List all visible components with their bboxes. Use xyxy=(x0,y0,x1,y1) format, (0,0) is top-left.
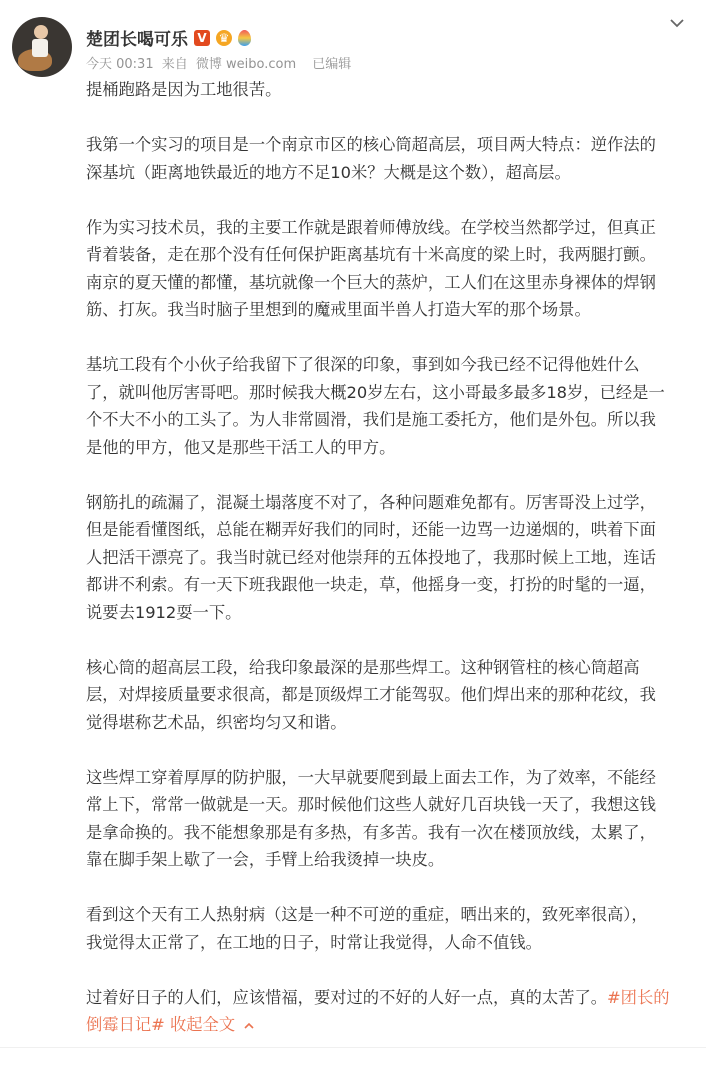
paragraph xyxy=(86,214,670,324)
text-line: 个不大不小的工头了。为人非常圆滑，我们是施工委托方，他们是外包。所以我 xyxy=(86,410,656,429)
avatar-body-shape xyxy=(32,39,48,57)
text-line: 南京的夏天懂的都懂，基坑就像一个巨大的蒸炉，工人们在这里赤身裸体的焊钢 xyxy=(86,272,656,292)
avatar-head-shape xyxy=(34,25,48,39)
divider xyxy=(0,1047,706,1048)
text-line: 都讲不利索。有一天下班我跟他一块走，草，他摇身一变，打扮的时髦的一逼， xyxy=(86,575,656,594)
author-name[interactable]: 楚团长喝可乐 xyxy=(86,30,188,50)
text-line: 但是能看懂图纸，总能在糊弄好我们的同时，还能一边骂一边递烟的，哄着下面 xyxy=(86,520,656,539)
balloon-icon[interactable] xyxy=(238,30,251,46)
text-line: 层，对焊接质量要求很高，都是顶级焊工才能驾驭。他们焊出来的那种花纹，我 xyxy=(86,685,656,704)
text-line: 靠在脚手架上歇了一会，手臂上给我烫掉一块皮。 xyxy=(86,850,445,869)
paragraph-last xyxy=(86,984,670,1039)
collapse-full-text-link[interactable]: 收起全文 xyxy=(169,1015,236,1034)
text-line: 核心筒的超高层工段，给我印象最深的是那些焊工。这种钢管柱的核心筒超高 xyxy=(86,657,640,677)
author-row xyxy=(86,25,251,50)
chevron-up-icon[interactable] xyxy=(243,1021,255,1031)
text-line: 基坑工段有个小伙子给我留下了很深的印象，事到如今我已经不记得他姓什么 xyxy=(86,355,640,374)
paragraph xyxy=(86,901,670,956)
paragraph xyxy=(86,654,670,737)
verified-v-icon[interactable]: V xyxy=(194,30,210,46)
paragraph xyxy=(86,351,670,461)
text-line: 常上下，常常一做就是一天。那时候他们这些人就好几百块钱一天了，我想这钱 xyxy=(86,795,656,814)
source-prefix: 来自 xyxy=(161,57,188,72)
text-line: 这些焊工穿着厚厚的防护服，一大早就要爬到最上面去工作，为了效率，不能经 xyxy=(86,767,656,787)
text-line: 人把活干漂亮了。我当时就已经对他崇拜的五体投地了，我那时候上工地，连话 xyxy=(86,547,656,567)
post-content xyxy=(86,76,670,1066)
paragraph xyxy=(86,764,670,874)
chevron-down-icon[interactable] xyxy=(668,14,686,32)
hashtag-link[interactable]: #团长的 xyxy=(607,987,670,1007)
paragraph xyxy=(86,131,670,186)
text-line: 我第一个实习的项目是一个南京市区的核心筒超高层，项目两大特点：逆作法的 xyxy=(86,135,656,154)
text-line: 作为实习技术员，我的主要工作就是跟着师傅放线。在学校当然都学过，但真正 xyxy=(86,217,656,237)
text-line: 看到这个天有工人热射病（这是一种不可逆的重症，晒出来的，致死率很高）， xyxy=(86,905,648,924)
avatar[interactable] xyxy=(12,17,72,77)
text-line: 筋、打灰。我当时脑子里想到的魔戒里面半兽人打造大军的那个场景。 xyxy=(86,300,591,319)
text-line: 钢筋扎的疏漏了，混凝土塌落度不对了，各种问题难免都有。厉害哥没上过学， xyxy=(86,492,656,512)
text-line: 深基坑（距离地铁最近的地方不足10米？大概是这个数），超高层。 xyxy=(86,162,571,182)
edited-label[interactable]: 已编辑 xyxy=(312,57,352,72)
text-line: 觉得堪称艺术品，织密均匀又和谐。 xyxy=(86,712,347,732)
post-source: 微博 weibo.com xyxy=(195,57,297,72)
post-time[interactable]: 今天 00:31 xyxy=(86,57,154,72)
text-line: 提桶跑路是因为工地很苦。 xyxy=(86,80,282,99)
crown-member-icon[interactable]: ♛ xyxy=(216,30,232,46)
hashtag-link-cont[interactable]: 倒霉日记# xyxy=(86,1015,165,1034)
post-meta xyxy=(86,53,355,72)
text-line xyxy=(86,1011,670,1039)
paragraph xyxy=(86,489,670,627)
text-line: 是他的甲方，他又是那些干活工人的甲方。 xyxy=(86,437,396,457)
text-line xyxy=(86,984,670,1012)
text-line: 我觉得太正常了，在工地的日子，时常让我觉得，人命不值钱。 xyxy=(86,932,542,952)
paragraph xyxy=(86,76,670,104)
text-line: 背着装备，走在那个没有任何保护距离基坑有十米高度的梁上时，我两腿打颤。 xyxy=(86,245,656,264)
text-span: 过着好日子的人们，应该惜福，要对过的不好的人好一点，真的太苦了。 xyxy=(86,987,608,1007)
text-line: 了，就叫他厉害哥吧。那时候我大概20岁左右，这小哥最多最多18岁，已经是一 xyxy=(86,382,665,402)
text-line: 说要去1912耍一下。 xyxy=(86,602,242,622)
text-line: 是拿命换的。我不能想象那是有多热，有多苦。我有一次在楼顶放线，太累了， xyxy=(86,822,656,842)
